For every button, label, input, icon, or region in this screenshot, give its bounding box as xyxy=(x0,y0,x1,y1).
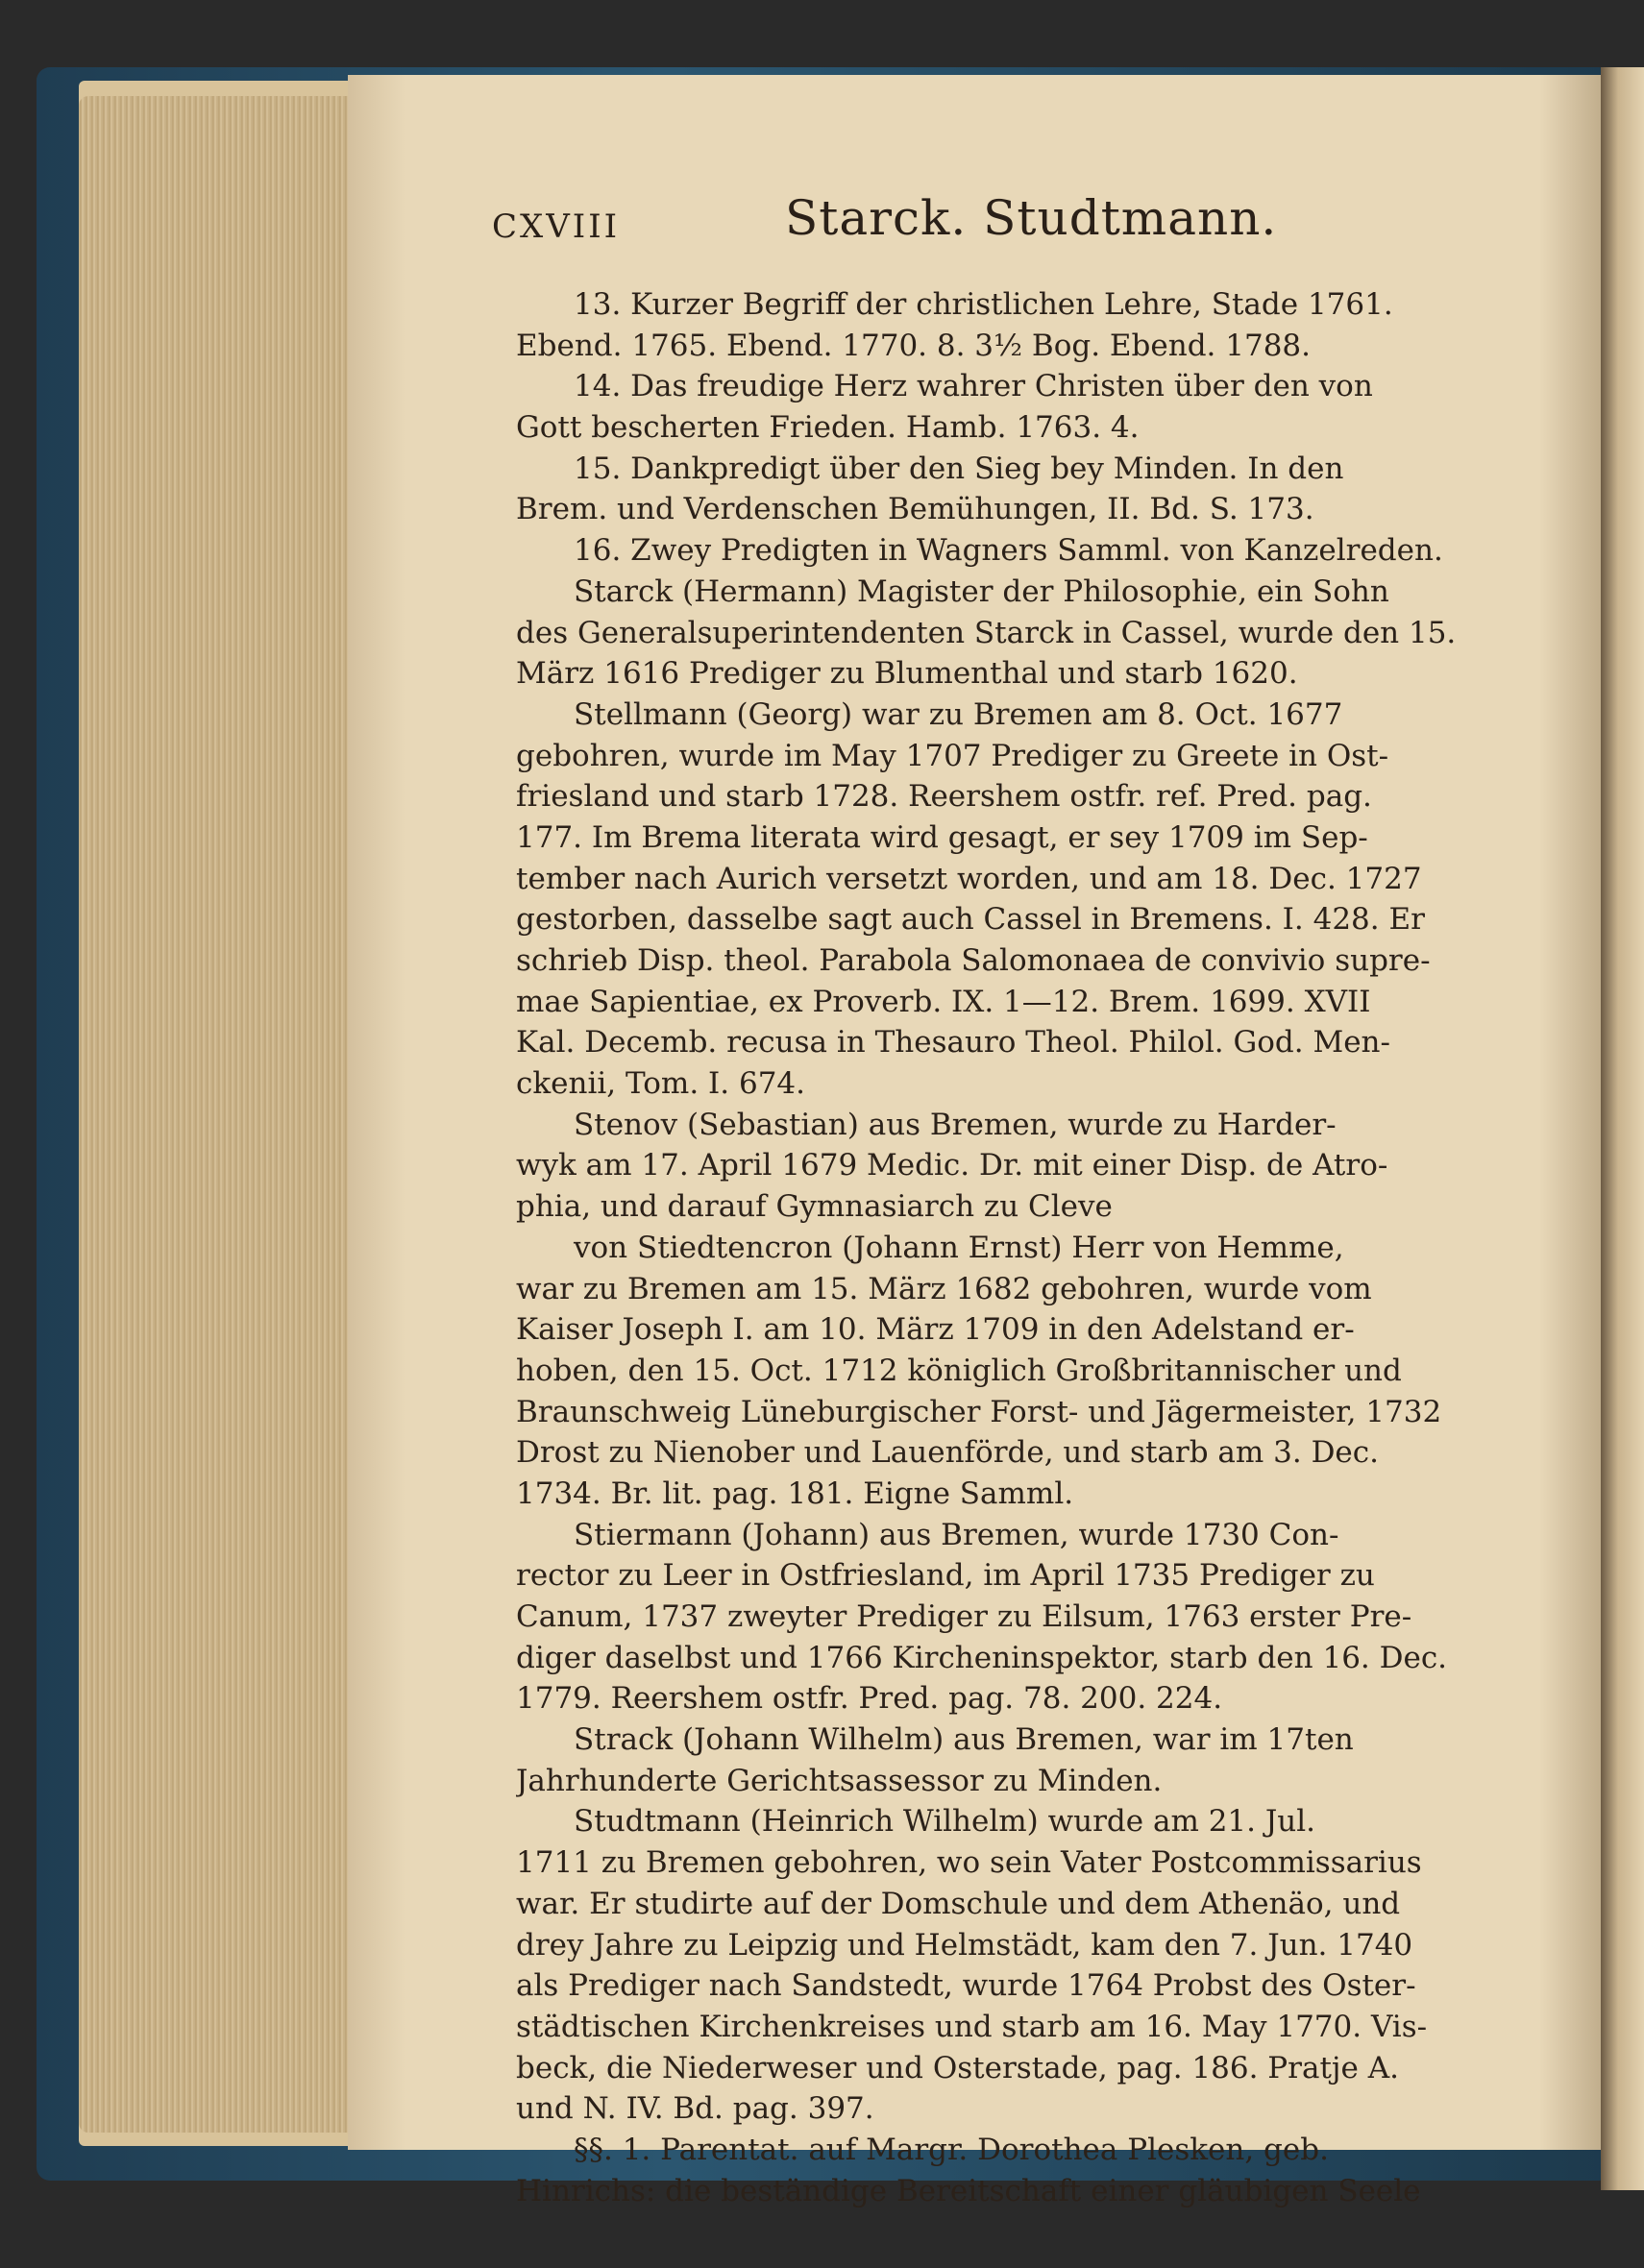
text-line: Strack (Johann Wilhelm) aus Bremen, war im 17ten xyxy=(574,1722,1354,1758)
text-line: gebohren, wurde im May 1707 Prediger zu Greete in Ost- xyxy=(516,738,1389,773)
text-line: Drost zu Nienober und Lauenförde, und starb am 3. Dec. xyxy=(516,1435,1379,1471)
text-line: mae Sapientiae, ex Proverb. IX. 1—12. Brem. 1699. XVII xyxy=(516,984,1371,1019)
text-line: hoben, den 15. Oct. 1712 königlich Großbritannischer und xyxy=(516,1353,1402,1388)
text-line: 13. Kurzer Begriff der christlichen Lehre, Stade 1761. xyxy=(574,287,1393,322)
text-line: war. Er studirte auf der Domschule und dem Athenäo, und xyxy=(516,1886,1401,1921)
text-line: Stenov (Sebastian) aus Bremen, wurde zu Harder- xyxy=(574,1107,1337,1142)
text-line: und N. IV. Bd. pag. 397. xyxy=(516,2091,874,2127)
book-page xyxy=(348,75,1601,2208)
text-line: des Generalsuperintendenten Starck in Cassel, wurde den 15. xyxy=(516,615,1457,650)
text-line: als Prediger nach Sandstedt, wurde 1764 Probst des Oster- xyxy=(516,1968,1416,2004)
text-line: war zu Bremen am 15. März 1682 gebohren, wurde vom xyxy=(516,1271,1372,1306)
text-line: wyk am 17. April 1679 Medic. Dr. mit einer Disp. de Atro- xyxy=(516,1148,1388,1183)
text-line: 1711 zu Bremen gebohren, wo sein Vater Postcommissarius xyxy=(516,1845,1422,1881)
text-line: Braunschweig Lüneburgischer Forst- und Jägermeister, 1732 xyxy=(516,1394,1442,1429)
text-line: Canum, 1737 zweyter Prediger zu Eilsum, 1763 erster Pre- xyxy=(516,1599,1412,1634)
text-line: drey Jahre zu Leipzig und Helmstädt, kam den 7. Jun. 1740 xyxy=(516,1927,1413,1963)
text-line: ckenii, Tom. I. 674. xyxy=(516,1066,806,1102)
fore-edge-pages xyxy=(79,96,348,2133)
text-line: Brem. und Verdenschen Bemühungen, II. Bd. S. 173. xyxy=(516,492,1314,527)
text-line: 177. Im Brema literata wird gesagt, er sey 1709 im Sep- xyxy=(516,819,1368,855)
text-line: rector zu Leer in Ostfriesland, im April 1735 Prediger zu xyxy=(516,1558,1375,1594)
text-line: tember nach Aurich versetzt worden, und am 18. Dec. 1727 xyxy=(516,861,1422,896)
text-line: 16. Zwey Predigten in Wagners Samml. von Kanzelreden. xyxy=(574,533,1443,569)
text-line: Stellmann (Georg) war zu Bremen am 8. Oct. 1677 xyxy=(574,696,1343,732)
text-line: städtischen Kirchenkreises und starb am 16. May 1770. Vis- xyxy=(516,2009,1428,2044)
text-line: Jahrhunderte Gerichtsassessor zu Minden. xyxy=(516,1763,1163,1798)
text-line: Starck (Hermann) Magister der Philosophie, ein Sohn xyxy=(574,573,1389,609)
text-line: schrieb Disp. theol. Parabola Salomonaea de convivio supre- xyxy=(516,943,1431,978)
text-line: Stiermann (Johann) aus Bremen, wurde 1730 Con- xyxy=(574,1517,1339,1552)
text-line: diger daselbst und 1766 Kircheninspektor, starb den 16. Dec. xyxy=(516,1640,1448,1675)
text-line: März 1616 Prediger zu Blumenthal und starb 1620. xyxy=(516,656,1298,692)
text-line: Hinrichs: die beständige Bereitschaft einer gläubigen Seele xyxy=(516,2173,1421,2208)
text-line: phia, und darauf Gymnasiarch zu Cleve xyxy=(516,1189,1113,1225)
page-header xyxy=(348,190,1601,267)
text-line: 15. Dankpredigt über den Sieg bey Minden. In den xyxy=(574,451,1344,486)
text-line: friesland und starb 1728. Reershem ostfr. ref. Pred. pag. xyxy=(516,779,1372,815)
text-line: 1779. Reershem ostfr. Pred. pag. 78. 200. 224. xyxy=(516,1681,1223,1717)
text-line: Studtmann (Heinrich Wilhelm) wurde am 21. Jul. xyxy=(574,1804,1316,1840)
text-line: gestorben, dasselbe sagt auch Cassel in Bremens. I. 428. Er xyxy=(516,902,1425,938)
body-text xyxy=(516,284,1515,2211)
page-number: CXVIII xyxy=(492,207,621,246)
text-line: von Stiedtencron (Johann Ernst) Herr von Hemme, xyxy=(574,1230,1344,1265)
text-line: Kaiser Joseph I. am 10. März 1709 in den Adelstand er- xyxy=(516,1312,1355,1348)
text-line: Gott bescherten Frieden. Hamb. 1763. 4. xyxy=(516,410,1140,446)
running-title: Starck. Studtmann. xyxy=(785,190,1278,246)
text-line: 14. Das freudige Herz wahrer Christen über den von xyxy=(574,369,1373,404)
text-line: Kal. Decemb. recusa in Thesauro Theol. Philol. God. Men- xyxy=(516,1025,1390,1061)
text-line: Ebend. 1765. Ebend. 1770. 8. 3½ Bog. Ebend. 1788. xyxy=(516,328,1312,363)
text-line: §§. 1. Parentat. auf Margr. Dorothea Plesken, geb. xyxy=(574,2132,1329,2167)
text-line: beck, die Niederweser und Osterstade, pag. 186. Pratje A. xyxy=(516,2050,1399,2085)
text-line: 1734. Br. lit. pag. 181. Eigne Samml. xyxy=(516,1475,1074,1511)
gutter xyxy=(1601,67,1644,2190)
